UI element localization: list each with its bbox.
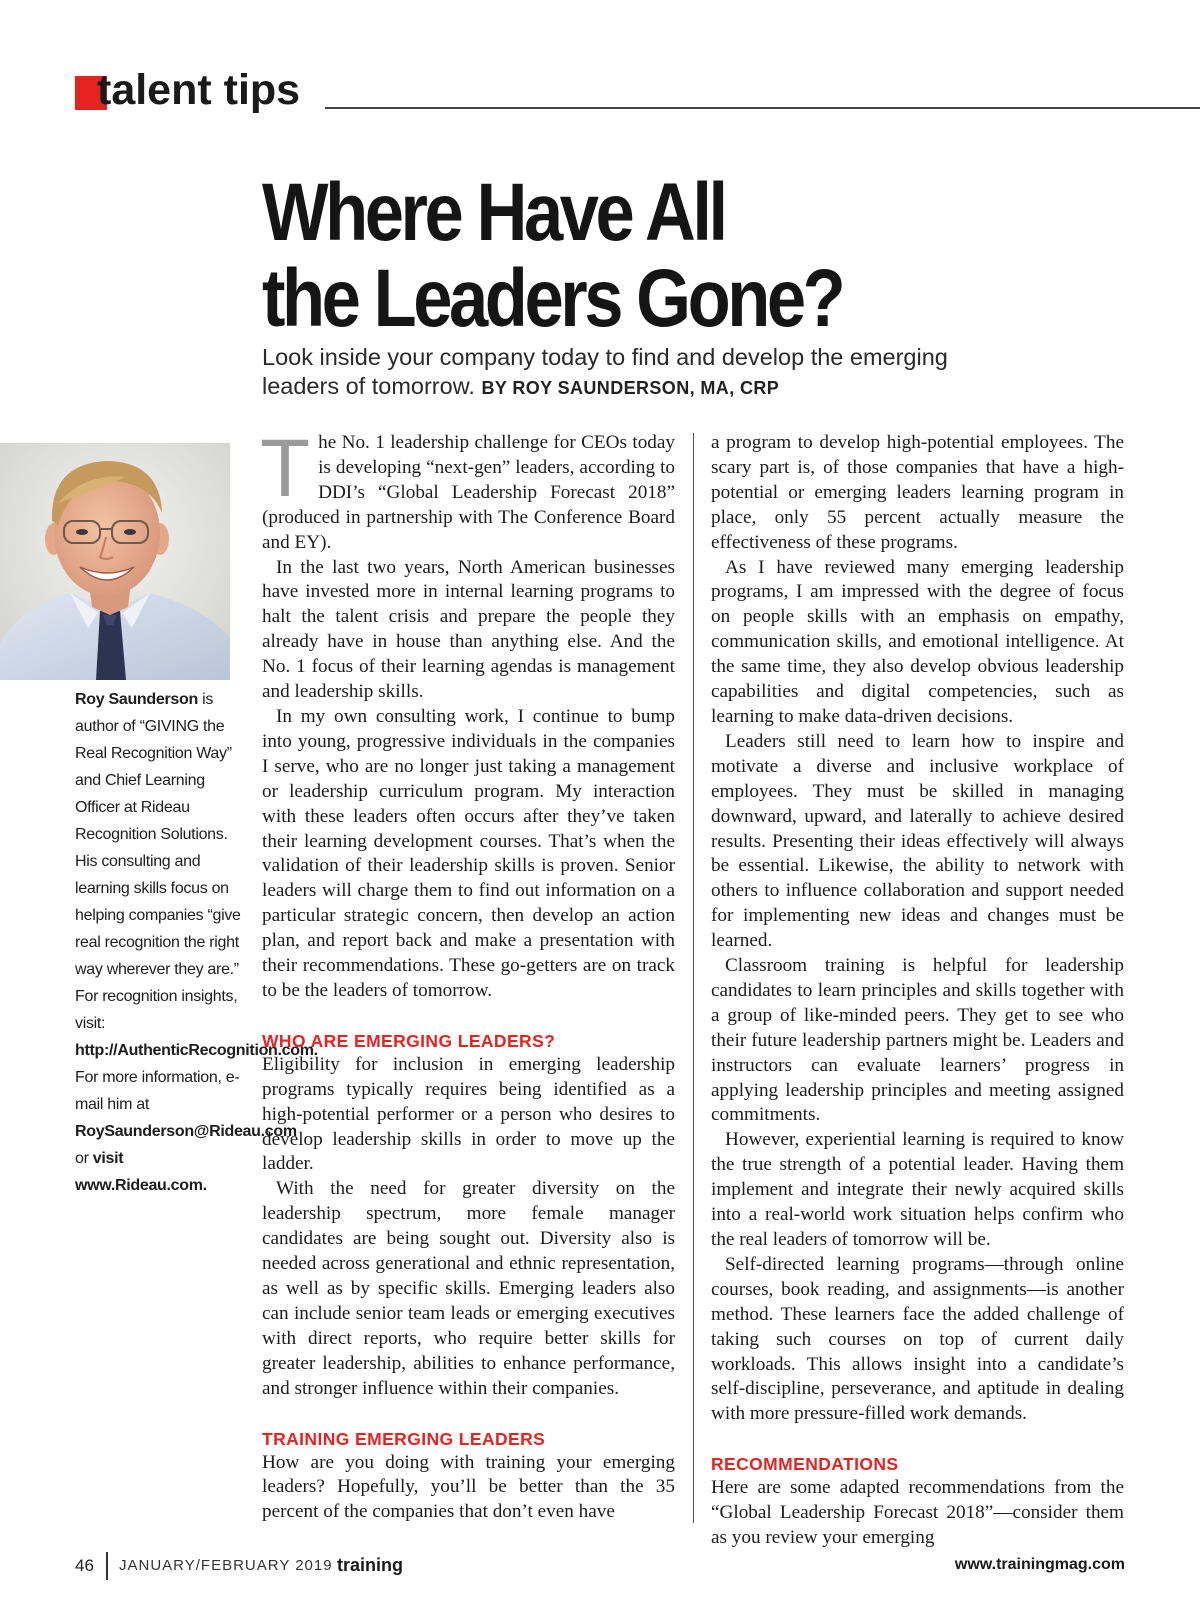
col2-paragraph-4: Classroom training is helpful for leadership candidates to learn principles and skills together with a group of like-minded peers. They get to see who their future leadership partners might be. Leaders and instructors can evaluate learners’ progress in applying leadership principles and meeting assigned commitments.: [711, 955, 1124, 1126]
col2-paragraph-3: Leaders still need to learn how to inspire and motivate a diverse and inclusive workplace of employees. They must be skilled in managing downward, upward, and laterally to achieve desired results. Presenting their ideas effectively will always be essential. Likewise, the ability to network with others to influence collaboration and support needed for implementing new ideas and changes must be learned.: [711, 730, 1124, 952]
bio-text-2: For more information, e-mail him at: [75, 1069, 240, 1113]
col1-paragraph-3: In my own consulting work, I continue to bump into young, progressive individuals in the companies I serve, who are no longer just taking a management or leadership curriculum program. My interaction with these leaders often occurs after they’ve taken their learning development courses. That’s when the validation of their leadership skills is proven. Senior leaders will charge them to find out information on a particular strategic concern, then develop an action plan, and report back and make a presentation with their recommendations. These go-getters are on track to be the leaders of tomorrow.: [262, 705, 675, 1001]
bio-link-rideau[interactable]: visit www.Rideau.com.: [75, 1150, 207, 1194]
col2-paragraph-7: Here are some adapted recommendations from the “Global Leadership Forecast 2018”—consider them as you review your emerging: [711, 1477, 1124, 1549]
col2-paragraph-6: Self-directed learning programs—through online courses, book reading, and assignments—is another method. These learners face the added challenge of taking such courses on top of current daily workloads. This allows insight into a candidate’s self-discipline, perseverance, and aptitude in dealing with more pressure-filled work demands.: [711, 1253, 1124, 1425]
col1-paragraph-5: With the need for greater diversity on the leadership spectrum, more female manager candidates are being sought out. Diversity also is needed across generational and ethnic representation, as well as by specific skills. Emerging leaders also can include senior team leads or emerging executives with direct reports, who require better skills for greater leadership, abilities to enhance performance, and stronger influence within their companies.: [262, 1178, 675, 1399]
article-column-2: [711, 431, 1124, 1551]
section-header: [75, 66, 1200, 116]
magazine-brand: training: [337, 1555, 403, 1575]
author-bio: [75, 686, 318, 1199]
column-divider: [693, 433, 694, 1523]
article-deck: [262, 343, 1022, 403]
page-number: 46: [75, 1556, 94, 1575]
col2-paragraph-1: a program to develop high-potential employees. The scary part is, of those companies that have a high-potential or emerging leaders learning program in place, only 55 percent actually measure the effectiveness of these programs.: [711, 432, 1124, 553]
headline-line-1: Where Have All: [262, 167, 725, 258]
issue-date: JANUARY/FEBRUARY 2019: [119, 1557, 333, 1574]
page-footer: [75, 1556, 1125, 1582]
subhead-training-emerging-leaders: TRAINING EMERGING LEADERS: [262, 1428, 546, 1449]
author-portrait-image: [0, 443, 230, 680]
footer-divider: [106, 1552, 108, 1580]
col1-paragraph-4: Eligibility for inclusion in emerging leadership programs typically requires being identified as a high-potential performer or a person who desires to develop leadership skills in order to move up the ladder.: [262, 1053, 675, 1175]
bio-text-3: or: [75, 1150, 93, 1167]
website-link[interactable]: www.trainingmag.com: [954, 1556, 1125, 1573]
byline: BY ROY SAUNDERSON, MA, CRP: [481, 378, 780, 398]
section-label: talent tips: [97, 66, 301, 114]
col2-paragraph-5: However, experiential learning is required to know the true strength of a potential leader. Having them implement and integrate their newly acquired skills into a real-world work situation helps confirm who the real leaders of tomorrow will be.: [711, 1129, 1124, 1250]
bio-email[interactable]: RoySaunderson@Rideau.com: [75, 1123, 297, 1140]
col1-paragraph-6: How are you doing with training your emerging leaders? Hopefully, you’ll be better than the 35 percent of the companies that don’t even have: [262, 1451, 675, 1523]
headline-line-2: the Leaders Gone?: [262, 253, 843, 344]
article-column-1: [260, 423, 675, 1525]
bio-link-authentic-recognition[interactable]: http://AuthenticRecognition.com.: [75, 1042, 318, 1059]
deck-text: Look inside your company today to find and develop the emerging leaders of tomorrow.: [262, 344, 948, 399]
col1-paragraph-1-text: he No. 1 leadership challenge for CEOs today is developing “next-gen” leaders, according to DDI’s “Global Leadership Forecast 2018” (produced in partnership with The Conference Board and EY).: [262, 432, 675, 553]
article-headline: [262, 167, 950, 344]
section-rule: [325, 107, 1200, 109]
col2-paragraph-2: As I have reviewed many emerging leadership programs, I am impressed with the degree of focus on people skills with an emphasis on empathy, communication skills, and emotional intelligence. At the same time, they also develop obvious leadership capabilities and digital competencies, such as learning to make data-driven decisions.: [711, 556, 1124, 727]
col1-paragraph-1: [260, 423, 675, 556]
author-name: Roy Saunderson: [75, 691, 198, 708]
drop-cap: T: [260, 423, 311, 514]
subhead-recommendations: RECOMMENDATIONS: [711, 1454, 899, 1475]
bio-text-1: is author of “GIVING the Real Recognition Way” and Chief Learning Officer at Rideau Recognition Solutions. His consulting and learning skills focus on helping companies “give real recognition the right way wherever they are.” For recognition insights, visit:: [75, 691, 241, 1032]
col1-paragraph-2: In the last two years, North American businesses have invested more in internal learning programs to halt the talent crisis and prepare the people they already have in house than anything else. And the No. 1 focus of their learning agendas is management and leadership skills.: [262, 556, 675, 703]
author-photo: [0, 443, 230, 680]
subhead-who-are-emerging-leaders: WHO ARE EMERGING LEADERS?: [262, 1030, 556, 1051]
